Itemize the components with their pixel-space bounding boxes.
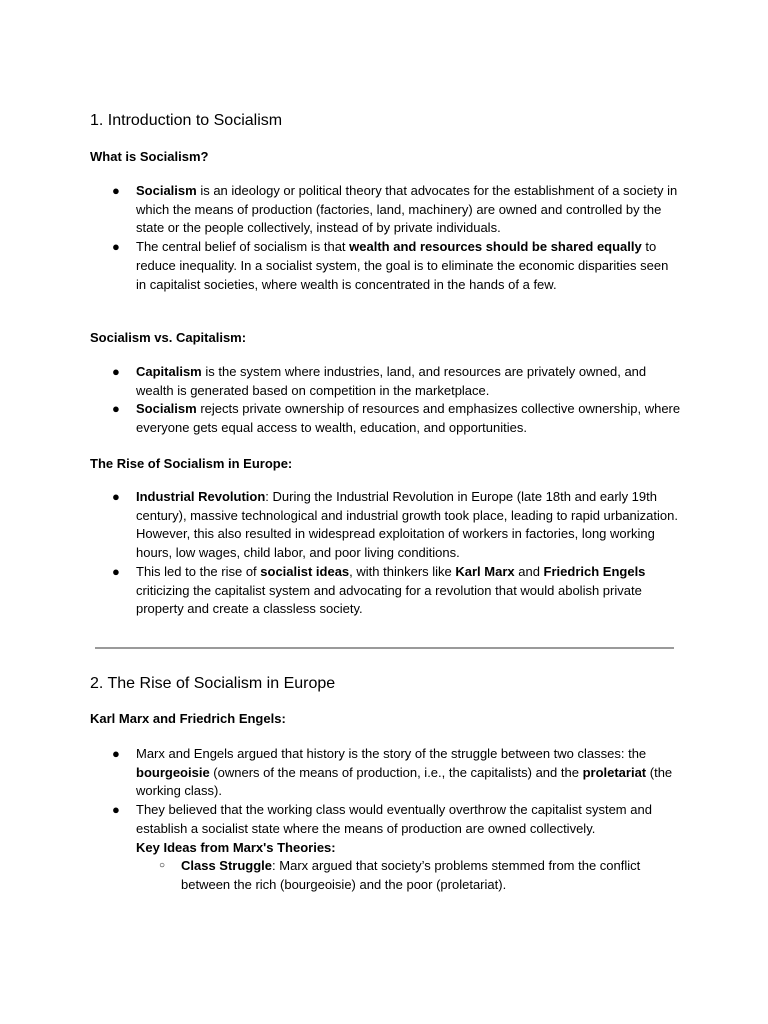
list-item — [0, 857, 681, 894]
section2-title: 2. The Rise of Socialism in Europe — [90, 675, 336, 692]
item-text: This led to the rise of — [136, 563, 261, 579]
item-text: to reduce inequality. In a socialist system, the goal is to eliminate the economic disparities seen in capitalist societies, where wealth is concentrated in the hands of a few. — [136, 239, 669, 292]
item-text: : During the Industrial Revolution in Europe (late 18th and early 19th century), massive technological and industrial growth took place, leading to rapid urbanization. However, this also resulted in widespread exploitation of workers in factories, long working hours, low wages, child labor, and poor living conditions. — [136, 489, 678, 561]
list-item — [0, 563, 682, 619]
bold-phrase: Friedrich Engels — [543, 563, 646, 579]
list-item — [0, 400, 682, 437]
key-ideas-list — [136, 857, 682, 894]
rise-of-socialism-list — [0, 488, 682, 619]
term-industrial-revolution: Industrial Revolution — [136, 489, 266, 504]
marx-engels-list — [0, 745, 682, 895]
key-ideas-heading: Key Ideas from Marx's Theories: — [136, 839, 336, 855]
horizontal-divider — [95, 647, 674, 649]
what-is-socialism-heading: What is Socialism? — [90, 149, 209, 164]
term-bourgeoisie: bourgeoisie — [136, 764, 210, 780]
marx-engels-heading: Karl Marx and Friedrich Engels: — [90, 711, 286, 726]
item-text: They believed that the working class would eventually overthrow the capitalist system and establish a socialist state where the means of production are owned collectively. — [136, 802, 652, 836]
item-text: is an ideology or political theory that advocates for the establishment of a society in which the means of production (factories, land, machinery) are owned and controlled by the state or the people collectively, instead of by private individuals. — [136, 183, 678, 236]
bullet-circle: ○ — [159, 860, 166, 872]
bullet-disc: ● — [112, 401, 120, 417]
bullet-disc: ● — [112, 489, 120, 504]
list-item — [0, 488, 682, 563]
bullet-disc: ● — [112, 183, 120, 198]
term-class-struggle: Class Struggle — [181, 858, 273, 874]
bullet-disc: ● — [112, 802, 120, 818]
list-item — [0, 363, 682, 400]
bold-phrase: wealth and resources should be shared equally — [349, 239, 642, 255]
item-text: , with thinkers like — [349, 563, 456, 579]
what-is-socialism-list — [0, 182, 682, 294]
bullet-disc: ● — [112, 364, 120, 379]
item-text: is the system where industries, land, and resources are privately owned, and wealth is generated based on competition in the marketplace. — [136, 364, 647, 398]
rise-of-socialism-heading: The Rise of Socialism in Europe: — [90, 456, 293, 471]
item-text: criticizing the capitalist system and advocating for a revolution that would abolish private property and create a classless society. — [136, 582, 642, 617]
item-text: The central belief of socialism is that — [136, 239, 350, 255]
term-socialism: Socialism — [136, 183, 197, 198]
socialism-vs-capitalism-list — [0, 363, 682, 438]
term-capitalism: Capitalism — [136, 364, 202, 379]
bold-phrase: Karl Marx — [455, 563, 515, 579]
item-text: (the working class). — [136, 764, 673, 799]
list-item — [0, 745, 682, 801]
item-text: rejects private ownership of resources and emphasizes collective ownership, where everyone gets equal access to wealth, education, and opportunities. — [136, 401, 681, 436]
list-item — [0, 801, 682, 895]
term-proletariat: proletariat — [582, 764, 647, 780]
bold-phrase: socialist ideas — [260, 563, 350, 579]
section1-title: 1. Introduction to Socialism — [90, 112, 283, 129]
item-text: Marx and Engels argued that history is the story of the struggle between two classes: the — [136, 746, 647, 761]
socialism-vs-capitalism-heading: Socialism vs. Capitalism: — [90, 330, 247, 345]
list-item — [0, 182, 682, 238]
bullet-disc: ● — [112, 239, 120, 255]
item-text: and — [514, 563, 544, 579]
bullet-disc: ● — [112, 563, 120, 579]
bullet-disc: ● — [112, 746, 120, 761]
item-text: (owners of the means of production, i.e., the capitalists) and the — [209, 764, 583, 780]
term-socialism: Socialism — [136, 401, 197, 417]
item-text: : Marx argued that society’s problems stemmed from the conflict between the rich (bourgeoisie) and the poor (proletariat). — [181, 858, 641, 892]
list-item — [0, 238, 682, 294]
